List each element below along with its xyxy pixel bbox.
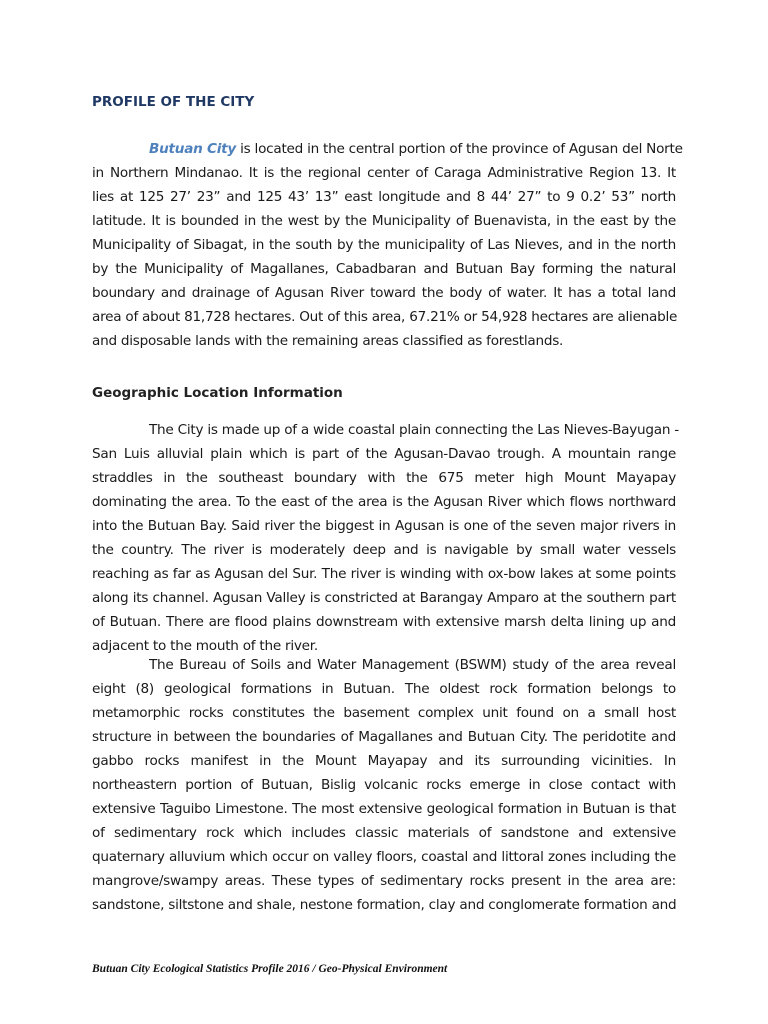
text-line: Municipality of Sibagat, in the south by the municipality of Las Nieves, and in the north	[92, 237, 676, 253]
section-heading: Geographic Location Information	[92, 385, 343, 401]
text-line: into the Butuan Bay. Said river the biggest in Agusan is one of the seven major rivers in	[92, 518, 676, 534]
text-line: area of about 81,728 hectares. Out of this area, 67.21% or 54,928 hectares are alienable	[92, 309, 678, 325]
text-line: San Luis alluvial plain which is part of the Agusan-Davao trough. A mountain range	[92, 446, 676, 462]
text-line: quaternary alluvium which occur on valley floors, coastal and littoral zones including the	[92, 849, 676, 865]
paragraph-profile	[92, 137, 683, 353]
text-line: sandstone, siltstone and shale, nestone formation, clay and conglomerate formation and	[92, 897, 677, 913]
text-line: metamorphic rocks constitutes the basement complex unit found on a small host	[92, 705, 676, 721]
text-line: The Bureau of Soils and Water Management (BSWM) study of the area reveal	[149, 657, 676, 673]
text-line: adjacent to the mouth of the river.	[92, 638, 318, 654]
text-line: and disposable lands with the remaining areas classified as forestlands.	[92, 333, 564, 349]
text-line: eight (8) geological formations in Butuan. The oldest rock formation belongs to	[92, 681, 676, 697]
text-line: boundary and drainage of Agusan River toward the body of water. It has a total land	[92, 285, 676, 301]
text-line: dominating the area. To the east of the area is the Agusan River which flows northward	[92, 494, 676, 510]
city-name-highlight: Butuan City	[149, 141, 237, 157]
text-line: of sedimentary rock which includes classic materials of sandstone and extensive	[92, 825, 676, 841]
text-line: mangrove/swampy areas. These types of sedimentary rocks present in the area are:	[92, 873, 676, 889]
text-line: gabbo rocks manifest in the Mount Mayapay and its surrounding vicinities. In	[92, 753, 676, 769]
paragraph-geology	[92, 653, 676, 917]
text-line: of Butuan. There are flood plains downstream with extensive marsh delta lining up and	[92, 614, 676, 630]
text-line: structure in between the boundaries of Magallanes and Butuan City. The peridotite and	[92, 729, 676, 745]
text-line: Butuan City is located in the central portion of the province of Agusan del Norte	[149, 141, 683, 157]
text-line: in Northern Mindanao. It is the regional center of Caraga Administrative Region 13. It	[92, 165, 676, 181]
text-line: by the Municipality of Magallanes, Cabadbaran and Butuan Bay forming the natural	[92, 261, 676, 277]
text-line: the country. The river is moderately deep and is navigable by small water vessels	[92, 542, 676, 558]
text-line: reaching as far as Agusan del Sur. The river is winding with ox-bow lakes at some points	[92, 566, 676, 582]
text-line: lies at 125 27’ 23” and 125 43’ 13” east longitude and 8 44’ 27” to 9 0.2’ 53” north	[92, 189, 676, 205]
text-line: The City is made up of a wide coastal plain connecting the Las Nieves-Bayugan -	[149, 422, 679, 438]
page-title: PROFILE OF THE CITY	[92, 94, 255, 110]
text-line: straddles in the southeast boundary with the 675 meter high Mount Mayapay	[92, 470, 676, 486]
page-footer: Butuan City Ecological Statistics Profile 2016 / Geo-Physical Environment	[92, 963, 448, 975]
text-line: latitude. It is bounded in the west by the Municipality of Buenavista, in the east by the	[92, 213, 676, 229]
text-line: extensive Taguibo Limestone. The most extensive geological formation in Butuan is that	[92, 801, 676, 817]
text-line: northeastern portion of Butuan, Bislig volcanic rocks emerge in close contact with	[92, 777, 676, 793]
paragraph-geography	[92, 418, 679, 658]
text-line: along its channel. Agusan Valley is constricted at Barangay Amparo at the southern part	[92, 590, 676, 606]
